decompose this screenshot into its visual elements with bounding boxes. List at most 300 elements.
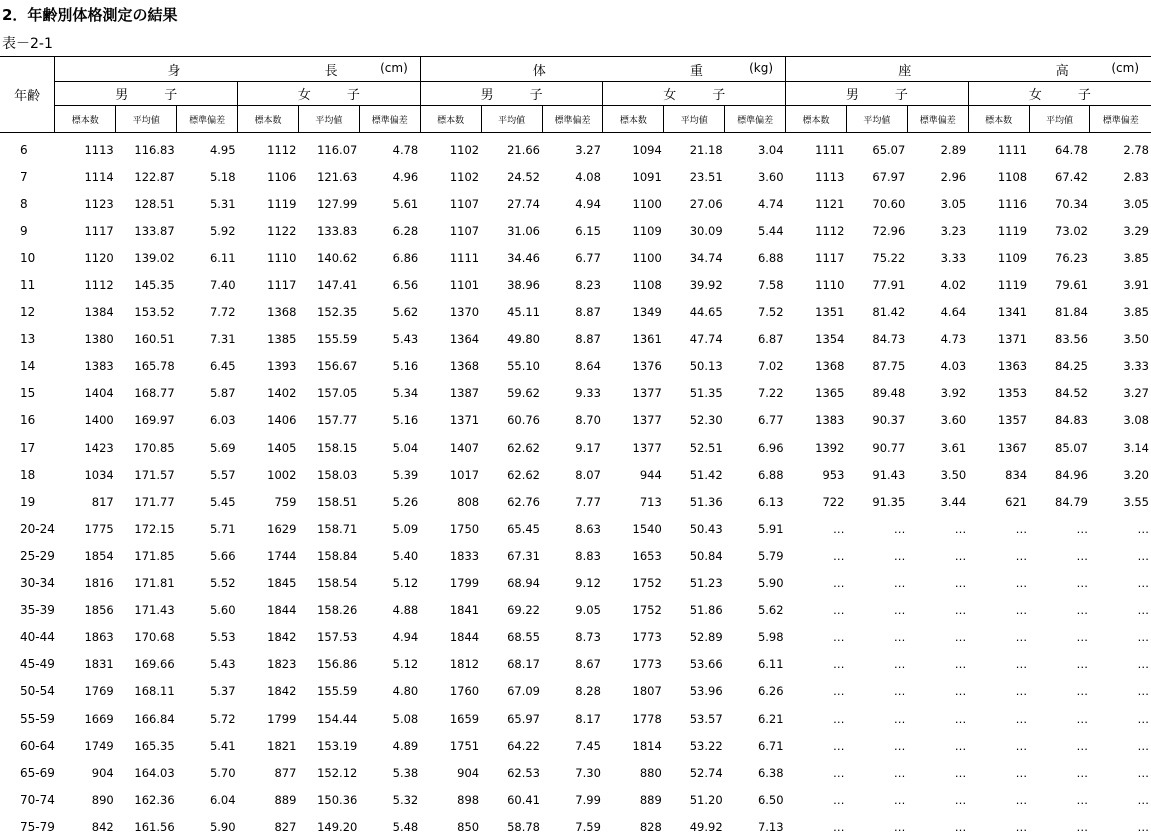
value-cell-std-dev: 5.45 [209, 494, 236, 509]
value-cell-mean: … [1076, 576, 1088, 591]
value-cell-sample-count: 953 [822, 467, 845, 482]
value-cell-sample-count: 1842 [267, 684, 297, 699]
table-row [0, 133, 1151, 164]
value-cell-sample-count: 1121 [815, 196, 845, 211]
value-cell-sample-count: 1361 [632, 332, 662, 347]
value-cell-std-dev: 6.13 [757, 494, 784, 509]
value-cell-std-dev: 5.39 [392, 467, 419, 482]
value-cell-mean: … [1076, 792, 1088, 807]
value-cell-mean: 171.57 [134, 467, 175, 482]
value-cell-sample-count: … [1015, 630, 1028, 645]
value-cell-std-dev: … [954, 657, 967, 672]
value-cell-std-dev: 5.32 [392, 792, 419, 807]
value-cell-sample-count: … [832, 657, 845, 672]
age-cell: 20-24 [20, 521, 55, 536]
value-cell-mean: … [1076, 738, 1088, 753]
value-cell-std-dev: 3.92 [940, 386, 967, 401]
value-cell-std-dev: 5.53 [209, 630, 236, 645]
value-cell-mean: 30.09 [689, 223, 723, 238]
col-header-std-dev: 標準偏差 [1090, 106, 1151, 133]
value-cell-std-dev: … [954, 684, 967, 699]
value-cell-sample-count: 1842 [267, 630, 297, 645]
value-cell-std-dev: 6.88 [757, 467, 784, 482]
value-cell-sample-count: 1845 [267, 576, 297, 591]
value-cell-sample-count: 850 [457, 819, 480, 834]
value-cell-sample-count: … [1015, 765, 1028, 780]
value-cell-mean: 157.53 [317, 630, 358, 645]
value-cell-mean: 84.52 [1055, 386, 1088, 401]
value-cell-sample-count: … [832, 548, 845, 563]
value-cell-std-dev: … [954, 576, 967, 591]
value-cell-std-dev: 7.13 [757, 819, 784, 834]
value-cell-sample-count: 1108 [997, 169, 1028, 184]
value-cell-mean: 60.41 [507, 792, 541, 807]
value-cell-std-dev: 6.15 [575, 223, 601, 238]
value-cell-std-dev: 7.30 [575, 765, 601, 780]
table-row [0, 651, 1151, 678]
value-cell-std-dev: 7.59 [575, 819, 601, 834]
value-cell-sample-count: 1841 [449, 603, 480, 618]
value-cell-sample-count: 1107 [449, 223, 480, 238]
value-cell-sample-count: 1112 [815, 223, 845, 238]
value-cell-std-dev: 3.50 [1123, 332, 1149, 347]
value-cell-mean: 49.92 [689, 819, 723, 834]
value-cell-std-dev: 2.89 [940, 142, 967, 157]
value-cell-mean: … [893, 548, 906, 563]
value-cell-mean: 67.42 [1055, 169, 1088, 184]
table-row [0, 434, 1151, 461]
value-cell-std-dev: … [1137, 521, 1149, 536]
value-cell-mean: 55.10 [507, 359, 541, 374]
value-cell-mean: 165.35 [134, 738, 175, 753]
value-cell-sample-count: … [832, 603, 845, 618]
value-cell-std-dev: 8.23 [575, 278, 601, 293]
value-cell-std-dev: 6.77 [575, 250, 601, 265]
weight-unit: (kg) [749, 61, 774, 75]
value-cell-std-dev: 3.05 [1123, 196, 1149, 211]
table-row [0, 624, 1151, 651]
value-cell-mean: 171.85 [134, 548, 175, 563]
value-cell-mean: 75.22 [872, 250, 906, 265]
table-row [0, 271, 1151, 298]
value-cell-std-dev: 8.67 [575, 657, 601, 672]
value-cell-std-dev: 3.08 [1123, 413, 1149, 428]
value-cell-sample-count: 621 [1005, 494, 1028, 509]
value-cell-sample-count: 904 [91, 765, 114, 780]
value-cell-mean: 81.42 [872, 305, 906, 320]
value-cell-mean: 50.13 [689, 359, 723, 374]
value-cell-mean: 51.23 [689, 576, 723, 591]
value-cell-sample-count: 1354 [815, 332, 845, 347]
value-cell-sample-count: 1856 [84, 603, 114, 618]
weight-female-header: 女 子 [603, 82, 786, 106]
value-cell-sample-count: 1370 [449, 305, 480, 320]
age-cell: 50-54 [20, 684, 55, 699]
table-row [0, 597, 1151, 624]
height-male-header: 男 子 [55, 82, 238, 106]
value-cell-mean: 53.96 [689, 684, 723, 699]
value-cell-std-dev: 5.62 [757, 603, 784, 618]
value-cell-mean: 168.77 [134, 386, 175, 401]
value-cell-mean: 53.57 [689, 711, 723, 726]
value-cell-mean: 171.77 [134, 494, 175, 509]
value-cell-sample-count: … [832, 630, 845, 645]
value-cell-std-dev: 5.40 [392, 548, 419, 563]
value-cell-sample-count: 722 [822, 494, 845, 509]
value-cell-std-dev: 3.60 [757, 169, 784, 184]
age-cell: 40-44 [20, 630, 55, 645]
value-cell-sample-count: 827 [274, 819, 297, 834]
value-cell-std-dev: 7.52 [757, 305, 784, 320]
value-cell-mean: 158.71 [317, 521, 358, 536]
value-cell-sample-count: 1385 [267, 332, 297, 347]
value-cell-sample-count: 1407 [449, 440, 480, 455]
age-cell: 16 [20, 413, 36, 428]
value-cell-std-dev: 4.02 [940, 278, 967, 293]
value-cell-sample-count: 1371 [997, 332, 1028, 347]
value-cell-mean: 51.20 [689, 792, 723, 807]
value-cell-mean: 60.76 [507, 413, 541, 428]
value-cell-std-dev: 3.05 [940, 196, 967, 211]
value-cell-sample-count: … [1015, 819, 1028, 834]
col-header-mean: 平均値 [481, 106, 542, 133]
value-cell-mean: … [893, 792, 906, 807]
value-cell-mean: 51.35 [689, 386, 723, 401]
value-cell-sample-count: 1775 [84, 521, 114, 536]
value-cell-std-dev: 3.27 [575, 142, 601, 157]
value-cell-mean: 65.97 [507, 711, 541, 726]
value-cell-sample-count: 1101 [449, 278, 480, 293]
value-cell-sample-count: 1110 [267, 250, 297, 265]
value-cell-sample-count: 1769 [84, 684, 114, 699]
value-cell-sample-count: 1844 [449, 630, 480, 645]
col-header-mean: 平均値 [846, 106, 907, 133]
value-cell-mean: 51.42 [689, 467, 723, 482]
age-cell: 60-64 [20, 738, 55, 753]
value-cell-sample-count: 834 [1005, 467, 1028, 482]
age-cell: 7 [20, 169, 28, 184]
value-cell-sample-count: 1368 [449, 359, 480, 374]
table-row [0, 217, 1151, 244]
value-cell-sample-count: … [1015, 792, 1028, 807]
value-cell-std-dev: 4.95 [209, 142, 236, 157]
value-cell-mean: 52.74 [689, 765, 723, 780]
value-cell-mean: … [893, 521, 906, 536]
value-cell-mean: 77.91 [872, 278, 906, 293]
value-cell-sample-count: 1750 [449, 521, 480, 536]
col-header-sample-count: 標本数 [603, 106, 664, 133]
value-cell-sample-count: 1100 [632, 250, 662, 265]
value-cell-std-dev: 4.74 [757, 196, 784, 211]
value-cell-std-dev: … [1137, 819, 1149, 834]
value-cell-sample-count: 1357 [997, 413, 1028, 428]
value-cell-sample-count: … [1015, 576, 1028, 591]
value-cell-std-dev: 5.69 [209, 440, 236, 455]
value-cell-sample-count: 1351 [815, 305, 845, 320]
value-cell-mean: 52.51 [689, 440, 723, 455]
value-cell-std-dev: 3.85 [1123, 250, 1149, 265]
value-cell-mean: 58.78 [507, 819, 541, 834]
table-row [0, 542, 1151, 569]
value-cell-mean: 67.09 [507, 684, 541, 699]
value-cell-mean: 64.78 [1055, 142, 1088, 157]
value-cell-sample-count: 817 [91, 494, 114, 509]
value-cell-mean: 158.26 [317, 603, 358, 618]
value-cell-mean: 155.59 [317, 684, 358, 699]
value-cell-mean: 21.66 [507, 142, 541, 157]
value-cell-mean: 34.74 [689, 250, 723, 265]
value-cell-mean: 62.62 [507, 467, 541, 482]
value-cell-mean: 72.96 [872, 223, 906, 238]
value-cell-mean: 147.41 [317, 278, 358, 293]
value-cell-mean: 67.97 [872, 169, 906, 184]
value-cell-mean: … [893, 765, 906, 780]
value-cell-mean: 62.53 [507, 765, 541, 780]
value-cell-std-dev: 8.87 [575, 332, 601, 347]
value-cell-std-dev: 6.03 [209, 413, 236, 428]
age-cell: 75-79 [20, 819, 55, 834]
value-cell-sample-count: 1423 [84, 440, 114, 455]
value-cell-std-dev: … [954, 603, 967, 618]
value-cell-mean: 91.43 [872, 467, 906, 482]
value-cell-sample-count: 877 [274, 765, 297, 780]
value-cell-std-dev: 8.28 [575, 684, 601, 699]
value-cell-mean: 127.99 [317, 196, 358, 211]
value-cell-sample-count: 1816 [84, 576, 114, 591]
value-cell-sample-count: … [832, 765, 845, 780]
value-cell-sample-count: 1383 [84, 359, 114, 374]
value-cell-sample-count: 1799 [449, 576, 480, 591]
value-cell-sample-count: 1823 [267, 657, 297, 672]
col-header-sample-count: 標本数 [968, 106, 1029, 133]
value-cell-sample-count: 1119 [267, 196, 297, 211]
value-cell-mean: 170.68 [134, 630, 175, 645]
table-caption: 表－2-1 [2, 36, 53, 52]
value-cell-mean: 155.59 [317, 332, 358, 347]
value-cell-mean: 158.51 [317, 494, 358, 509]
age-cell: 8 [20, 196, 28, 211]
value-cell-mean: … [1076, 630, 1088, 645]
value-cell-mean: 76.23 [1055, 250, 1088, 265]
value-cell-sample-count: 1116 [997, 196, 1028, 211]
value-cell-std-dev: 8.73 [575, 630, 601, 645]
value-cell-std-dev: 3.14 [1123, 440, 1149, 455]
value-cell-sample-count: 1363 [997, 359, 1028, 374]
value-cell-std-dev: 6.88 [757, 250, 784, 265]
value-cell-mean: 133.83 [317, 223, 358, 238]
value-cell-std-dev: 5.60 [209, 603, 236, 618]
value-cell-sample-count: … [832, 819, 845, 834]
age-cell: 70-74 [20, 792, 55, 807]
value-cell-sample-count: 1112 [267, 142, 297, 157]
value-cell-mean: 122.87 [134, 169, 175, 184]
value-cell-std-dev: 6.04 [209, 792, 236, 807]
value-cell-std-dev: 5.43 [209, 657, 236, 672]
value-cell-sample-count: 1368 [815, 359, 845, 374]
value-cell-std-dev: 5.61 [392, 196, 419, 211]
value-cell-sample-count: 1404 [84, 386, 114, 401]
value-cell-mean: 83.56 [1055, 332, 1088, 347]
value-cell-std-dev: 5.71 [209, 521, 236, 536]
value-cell-std-dev: 5.16 [392, 359, 419, 374]
value-cell-mean: 69.22 [507, 603, 541, 618]
value-cell-std-dev: … [954, 792, 967, 807]
value-cell-mean: 70.60 [872, 196, 906, 211]
value-cell-mean: … [893, 684, 906, 699]
sitting-height-unit: (cm) [1111, 61, 1139, 75]
value-cell-std-dev: 6.50 [757, 792, 784, 807]
value-cell-sample-count: 1106 [267, 169, 297, 184]
value-cell-sample-count: 1377 [632, 386, 662, 401]
col-header-std-dev: 標準偏差 [725, 106, 786, 133]
value-cell-sample-count: 1123 [84, 196, 114, 211]
value-cell-sample-count: 1113 [84, 142, 114, 157]
value-cell-mean: 45.11 [507, 305, 541, 320]
value-cell-std-dev: … [954, 765, 967, 780]
value-cell-mean: 81.84 [1055, 305, 1088, 320]
value-cell-sample-count: 1844 [267, 603, 297, 618]
sitting-height-group-header: 座 高 (cm) [786, 57, 1151, 82]
value-cell-sample-count: 1406 [267, 413, 297, 428]
value-cell-std-dev: 8.83 [575, 548, 601, 563]
value-cell-mean: 62.62 [507, 440, 541, 455]
value-cell-std-dev: 6.28 [392, 223, 419, 238]
value-cell-std-dev: 6.21 [757, 711, 784, 726]
value-cell-sample-count: 1629 [267, 521, 297, 536]
table-row [0, 190, 1151, 217]
value-cell-mean: 157.77 [317, 413, 358, 428]
value-cell-std-dev: 2.83 [1123, 169, 1149, 184]
value-cell-std-dev: 5.87 [209, 386, 236, 401]
value-cell-mean: 168.11 [134, 684, 175, 699]
value-cell-std-dev: 5.90 [209, 819, 236, 834]
value-cell-std-dev: 9.17 [575, 440, 601, 455]
value-cell-std-dev: 5.90 [757, 576, 784, 591]
height-unit: (cm) [380, 61, 408, 75]
value-cell-mean: 140.62 [317, 250, 358, 265]
value-cell-std-dev: 7.02 [757, 359, 784, 374]
value-cell-std-dev: … [1137, 603, 1149, 618]
value-cell-std-dev: 5.04 [392, 440, 419, 455]
value-cell-mean: 84.96 [1055, 467, 1088, 482]
value-cell-sample-count: 1752 [632, 576, 662, 591]
value-cell-std-dev: 5.12 [392, 657, 419, 672]
value-cell-std-dev: 3.91 [1123, 278, 1149, 293]
value-cell-sample-count: 1111 [449, 250, 480, 265]
value-cell-std-dev: 4.64 [940, 305, 967, 320]
value-cell-sample-count: 1122 [267, 223, 297, 238]
value-cell-std-dev: 5.98 [757, 630, 784, 645]
sitting-height-female-header: 女 子 [968, 82, 1151, 106]
value-cell-mean: 87.75 [872, 359, 906, 374]
value-cell-mean: 38.96 [507, 278, 541, 293]
age-cell: 9 [20, 223, 28, 238]
value-cell-std-dev: … [954, 738, 967, 753]
value-cell-std-dev: … [1137, 684, 1149, 699]
col-header-std-dev: 標準偏差 [359, 106, 420, 133]
value-cell-std-dev: 6.11 [209, 250, 236, 265]
value-cell-mean: 145.35 [134, 278, 175, 293]
age-cell: 14 [20, 359, 36, 374]
value-cell-std-dev: 4.88 [392, 603, 419, 618]
value-cell-std-dev: 8.17 [575, 711, 601, 726]
table-row [0, 705, 1151, 732]
value-cell-std-dev: 4.94 [575, 196, 601, 211]
value-cell-std-dev: 8.07 [575, 467, 601, 482]
value-cell-sample-count: 880 [639, 765, 662, 780]
value-cell-sample-count: 759 [274, 494, 297, 509]
value-cell-mean: 154.44 [317, 711, 358, 726]
value-cell-mean: 53.66 [689, 657, 723, 672]
value-cell-mean: 51.36 [689, 494, 723, 509]
age-header: 年齢 [0, 57, 55, 133]
value-cell-mean: 44.65 [689, 305, 723, 320]
value-cell-std-dev: 9.05 [575, 603, 601, 618]
value-cell-mean: … [1076, 765, 1088, 780]
weight-group-header: 体 重 (kg) [420, 57, 785, 82]
value-cell-sample-count: 1376 [632, 359, 662, 374]
age-cell: 11 [20, 278, 36, 293]
value-cell-sample-count: 1380 [84, 332, 114, 347]
value-cell-mean: 64.22 [507, 738, 541, 753]
value-cell-mean: 62.76 [507, 494, 541, 509]
value-cell-sample-count: 1854 [84, 548, 114, 563]
value-cell-sample-count: 1094 [632, 142, 662, 157]
value-cell-mean: 121.63 [317, 169, 358, 184]
value-cell-std-dev: 7.40 [209, 278, 236, 293]
value-cell-mean: 23.51 [689, 169, 723, 184]
value-cell-std-dev: 5.52 [209, 576, 236, 591]
value-cell-std-dev: 3.20 [1123, 467, 1149, 482]
value-cell-std-dev: … [954, 521, 967, 536]
col-header-sample-count: 標本数 [238, 106, 299, 133]
value-cell-mean: 68.17 [507, 657, 541, 672]
value-cell-mean: 171.81 [134, 576, 175, 591]
value-cell-std-dev: 3.04 [757, 142, 784, 157]
value-cell-mean: 67.31 [507, 548, 541, 563]
value-cell-mean: 166.84 [134, 711, 175, 726]
value-cell-std-dev: 7.31 [209, 332, 236, 347]
value-cell-std-dev: 5.16 [392, 413, 419, 428]
table-row [0, 515, 1151, 542]
value-cell-mean: 171.43 [134, 603, 175, 618]
col-header-mean: 平均値 [1029, 106, 1090, 133]
value-cell-mean: 152.12 [317, 765, 358, 780]
value-cell-mean: … [1076, 548, 1088, 563]
value-cell-sample-count: 1109 [997, 250, 1028, 265]
value-cell-std-dev: 4.94 [392, 630, 419, 645]
value-cell-mean: 59.62 [507, 386, 541, 401]
value-cell-sample-count: 1364 [449, 332, 480, 347]
value-cell-std-dev: 8.64 [575, 359, 601, 374]
value-cell-sample-count: 1383 [815, 413, 845, 428]
page-title: 2．年齢別体格測定の結果 [2, 6, 178, 24]
value-cell-std-dev: 6.77 [757, 413, 784, 428]
value-cell-std-dev: … [954, 711, 967, 726]
value-cell-mean: 85.07 [1055, 440, 1088, 455]
value-cell-mean: 150.36 [317, 792, 358, 807]
value-cell-std-dev: 7.45 [575, 738, 601, 753]
value-cell-sample-count: 1108 [632, 278, 662, 293]
body-measurement-table [0, 56, 1151, 840]
value-cell-mean: … [1076, 521, 1088, 536]
value-cell-sample-count: 1110 [815, 278, 845, 293]
col-header-std-dev: 標準偏差 [542, 106, 603, 133]
table-row [0, 163, 1151, 190]
value-cell-std-dev: 7.99 [575, 792, 601, 807]
value-cell-std-dev: 6.38 [757, 765, 784, 780]
value-cell-mean: 47.74 [689, 332, 723, 347]
